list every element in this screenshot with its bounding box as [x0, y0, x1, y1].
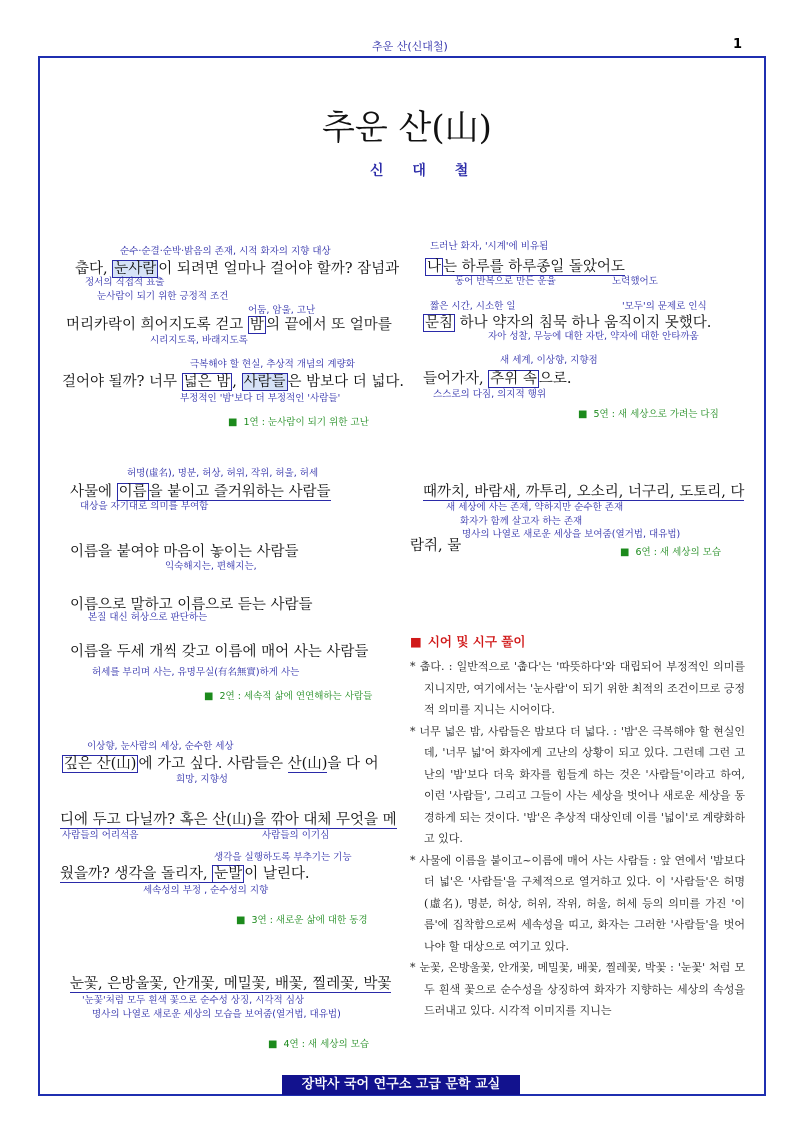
annotation: 허세를 부리며 사는, 유명무실(有名無實)하게 사는 [92, 667, 300, 678]
footer-banner: 장박사 국어 연구소 고급 문학 교실 [282, 1075, 520, 1095]
poem-line: 람쥐, 물 [410, 538, 462, 554]
poem-line: 이름을 붙여야 마음이 놓이는 사람들 [70, 544, 299, 560]
poem-line: 걸어야 될까? 너무 넓은 밤 , 사람들 은 밤보다 더 넓다. [62, 374, 405, 390]
annotation: 명사의 나열로 새로운 세상의 모습을 보여줌(열거법, 대유법) [92, 1009, 341, 1020]
glossary-item: * 너무 넓은 밤, 사람들은 밤보다 더 넓다. : '밤'은 극복해야 할 현실인데, '너무 넓'어 화자에게 고난의 상황이 되고 있다. 그런데 그런 고난의 '밤'보다 더욱 화자를 힘들게 하는 것은 '사람들'이라고 하여, 이런 '사람들', 그리고 그들이 사는 세상을 벗어나 새로운 세상을 동경하게 되는 것이다. '밤'은 추상적 대상인데 이를 '넓이'로 계량화하고 있다. [410, 721, 745, 850]
poem-line: 디에 두고 다닐까? 혹은 산(山)을 깎아 대체 무엇을 메 [60, 812, 397, 828]
annotation: 정서의 직접적 표출 [85, 277, 165, 288]
poem-line: 웠을까? 생각을 돌리자, 눈발 이 날린다. [60, 866, 310, 882]
annotation: '눈꽃'처럼 모두 흰색 꽃으로 순수성 상징, 시각적 심상 [82, 995, 305, 1006]
annotation: 드러난 화자, '시계'에 비유됨 [430, 241, 549, 252]
keyword-box: 눈발 [214, 866, 243, 882]
poem-line: 사물에 이름 을 붙이고 즐거워하는 사람들 [70, 484, 331, 500]
running-header: 추운 산(신대철) [372, 40, 448, 53]
page-number: 1 [733, 37, 743, 52]
keyword-box: 밤 [249, 317, 264, 333]
annotation: 시리지도록, 바래지도록 [150, 335, 248, 346]
annotation: 노력했어도 [612, 276, 658, 287]
keyword-box: 이름 [118, 484, 147, 500]
keyword-box: 깊은 산(山) [64, 756, 137, 772]
poem-line: 들어가자, 추위 속 으로. [423, 371, 572, 387]
glossary-item: * 춥다. : 일반적으로 '춥다'는 '따뜻하다'와 대립되어 부정적인 의미를 지니지만, 여기에서는 '눈사람'이 되기 위한 최적의 조건이므로 긍정적 의미를 지니는 시어이다. [410, 656, 745, 721]
poem-line: 깊은 산(山) 에 가고 싶다. 사람들은 산(山)을 다 어 [64, 756, 379, 772]
annotation: '모두'의 문제로 인식 [622, 301, 707, 312]
stanza-summary: ■ 3연 : 새로운 삶에 대한 동경 [236, 912, 368, 926]
annotation: 순수·순결·순박·밝음의 존재, 시적 화자의 지향 대상 [120, 246, 331, 257]
poem-line: 나 는 하루를 하루종일 돌았어도 [427, 259, 625, 275]
stanza-summary: ■ 1연 : 눈사람이 되기 위한 고난 [228, 414, 369, 428]
keyword-box: 사람들 [243, 374, 286, 390]
poem-line: 이름으로 말하고 이름으로 듣는 사람들 [70, 597, 313, 613]
poem-line: 때까치, 바람새, 까투리, 오소리, 너구리, 도토리, 다 [423, 484, 745, 500]
stanza-summary: ■ 4연 : 새 세상의 모습 [268, 1036, 369, 1050]
poem-line: 눈꽃, 은방울꽃, 안개꽃, 메밀꽃, 배꽃, 찔레꽃, 박꽃 [70, 976, 392, 992]
poem-line: 이름을 두세 개씩 갖고 이름에 매어 사는 사람들 [70, 644, 369, 660]
annotation: 허명(虛名), 명분, 허상, 허위, 작위, 허울, 허세 [127, 468, 319, 479]
annotation: 희망, 지향성 [176, 774, 228, 785]
poem-line: 춥다, 눈사람 이 되려면 얼마나 걸어야 할까? 잠넘과 [75, 261, 400, 277]
annotation: 대상을 자기대로 의미를 부여함 [80, 501, 209, 512]
annotation: 사람들의 어리석음 [62, 830, 139, 841]
annotation: 짧은 시간, 시소한 일 [430, 301, 516, 312]
annotation: 익숙해지는, 편해지는, [165, 561, 257, 572]
poem-line: 머리카락이 희어지도록 걷고 밤 의 끝에서 또 얼마를 [66, 317, 392, 333]
glossary-title: ■ 시어 및 시구 풀이 [410, 632, 525, 650]
glossary-item: * 사물에 이름을 붙이고~이름에 매어 사는 사람들 : 앞 연에서 '밤보다 더 넓'은 '사람들'을 구체적으로 열거하고 있다. 이 '사람들'은 허명(虛名), 명분, 허상, 허위, 작위, 허울, 허세 등의 의미를 가진 '이름'에 집착함으로써 세속성을 띠고, 화자는 그러한 '사람들'을 벗어나야 할 대상으로 여기고 있다. [410, 850, 745, 958]
annotation: 새 세상에 사는 존재, 약하지만 순수한 존재 [446, 502, 624, 513]
annotation: 사람들의 이기심 [262, 830, 330, 841]
stanza-summary: ■ 6연 : 새 세상의 모습 [620, 544, 721, 558]
annotation: 생각을 실행하도록 부추기는 기능 [214, 852, 352, 863]
poem-line: 문침 하나 약자의 침묵 하나 움직이지 못했다. [425, 315, 712, 331]
annotation: 명사의 나열로 새로운 세상을 보여줌(열거법, 대유법) [462, 529, 681, 540]
annotation: 화자가 함께 살고자 하는 존재 [460, 516, 583, 527]
annotation: 스스로의 다짐, 의지적 행위 [433, 389, 547, 400]
glossary [410, 656, 745, 1022]
stanza-summary: ■ 5연 : 새 세상으로 가려는 다짐 [578, 406, 719, 420]
annotation: 동어 반복으로 만든 운율 [455, 276, 556, 287]
annotation: 눈사람이 되기 위한 긍정적 조건 [97, 291, 229, 302]
annotation: 이상향, 눈사람의 세상, 순수한 세상 [87, 741, 234, 752]
poem-author: 신 대 철 [370, 163, 481, 179]
annotation: 새 세계, 이상향, 지향점 [500, 355, 598, 366]
annotation: 본질 대신 허상으로 판단하는 [88, 612, 208, 623]
annotation: 자아 성찰, 무능에 대한 자탄, 약자에 대한 안타까움 [488, 331, 699, 342]
keyword-box: 눈사람 [114, 261, 157, 277]
keyword-box: 문침 [425, 315, 454, 331]
keyword-box: 나 [427, 259, 442, 275]
annotation: 세속성의 부정 , 순수성의 지향 [143, 885, 269, 896]
keyword-box: 추위 속 [490, 371, 537, 387]
annotation: 어둠, 암울, 고난 [248, 305, 316, 316]
annotation: 극복해야 할 현실, 추상적 개념의 계량화 [190, 359, 355, 370]
keyword-box: 넓은 밤 [183, 374, 231, 390]
glossary-item: * 눈꽃, 은방울꽃, 안개꽃, 메밀꽃, 배꽃, 찔레꽃, 박꽃 : '눈꽃' 처럼 모두 흰색 꽃으로 순수성을 상징하여 화자가 지향하는 세상의 속성을 드러내고 있다. 시각적 이미지를 지니는 [410, 957, 745, 1022]
annotation: 부정적인 '밤'보다 더 부정적인 '사람들' [180, 393, 341, 404]
stanza-summary: ■ 2연 : 세속적 삶에 연연해하는 사람들 [204, 688, 372, 702]
poem-title: 추운 산(山) [322, 108, 492, 148]
